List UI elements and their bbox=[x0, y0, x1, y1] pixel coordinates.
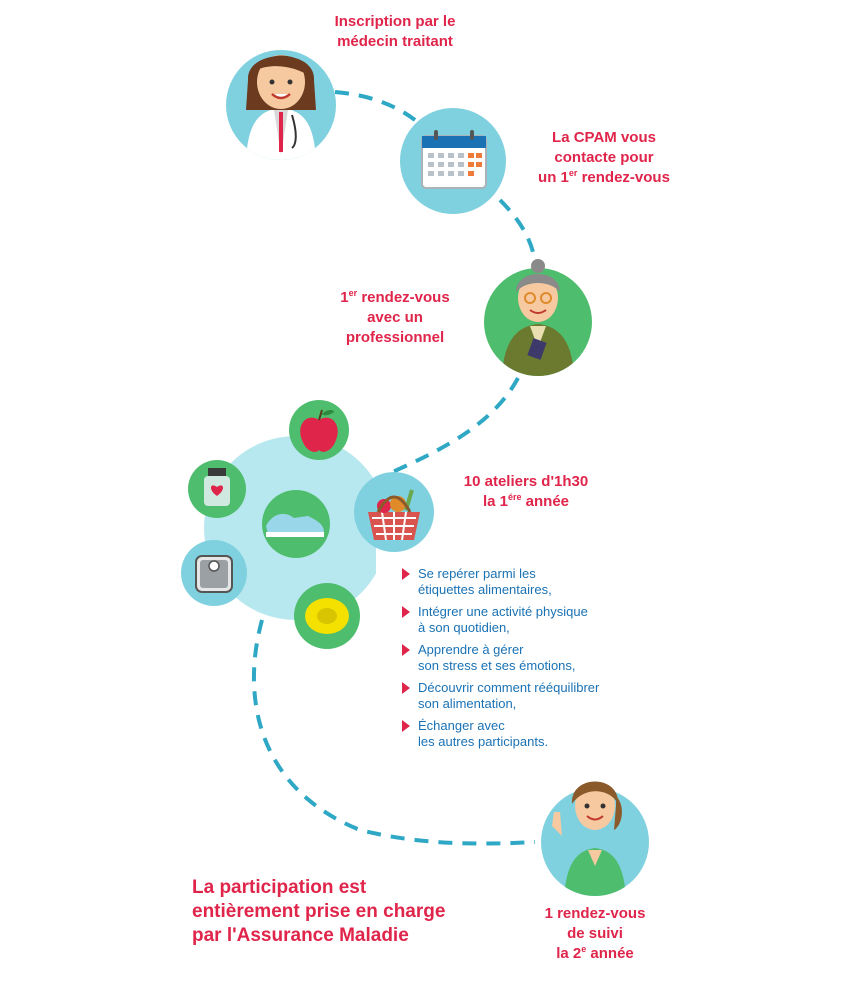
sneaker-icon bbox=[262, 490, 330, 558]
superscript-text: er bbox=[348, 288, 358, 298]
step-2-line-3: un 1er rendez-vous bbox=[538, 168, 670, 186]
doctor-icon bbox=[226, 40, 336, 160]
step-1-line-2: médecin traitant bbox=[337, 33, 453, 50]
coverage-note-line-2: entièrement prise en charge bbox=[192, 901, 446, 922]
basket-icon bbox=[354, 472, 434, 552]
step-2-line-1: La CPAM vous bbox=[552, 129, 656, 146]
step-4-caption bbox=[446, 472, 606, 512]
step-4-line-2: la $1^{ére}$ année bbox=[482, 492, 570, 510]
calendar-icon bbox=[400, 108, 506, 214]
list-item-text: Apprendre à gérer bbox=[418, 642, 524, 657]
list-item-text: Découvrir comment rééquilibrer bbox=[418, 680, 600, 695]
list-item bbox=[400, 642, 599, 673]
bullet-arrow-icon bbox=[402, 568, 410, 580]
step-5-line-3: la 2e année bbox=[556, 944, 634, 962]
workshop-cluster bbox=[176, 398, 376, 654]
step-3-caption bbox=[320, 288, 470, 348]
step-3-line-1: 1er rendez-vous bbox=[340, 288, 450, 306]
workshop-topics-list bbox=[400, 566, 599, 756]
bullet-arrow-icon bbox=[402, 644, 410, 656]
step-3-line-2: avec un bbox=[367, 309, 423, 326]
list-item-text: étiquettes alimentaires, bbox=[418, 581, 552, 597]
coverage-note-line-1: La participation est bbox=[192, 877, 367, 898]
list-item bbox=[400, 604, 599, 635]
superscript-text: e bbox=[581, 944, 587, 954]
bullet-arrow-icon bbox=[402, 606, 410, 618]
list-item-text: Intégrer une activité physique bbox=[418, 604, 588, 619]
list-item-text: Se repérer parmi les bbox=[418, 566, 536, 581]
list-item bbox=[400, 718, 599, 749]
list-item bbox=[400, 680, 599, 711]
list-item-text: à son quotidien, bbox=[418, 619, 510, 635]
list-item-text: son stress et ses émotions, bbox=[418, 657, 576, 673]
step-3-line-3: professionnel bbox=[345, 329, 445, 346]
professional-icon bbox=[484, 258, 592, 376]
step-5-line-1: 1 rendez-vous bbox=[544, 905, 646, 922]
bullet-arrow-icon bbox=[402, 682, 410, 694]
step-1-line-1: Inscription par le bbox=[334, 13, 456, 30]
superscript-text: er bbox=[568, 168, 578, 178]
list-item-text: son alimentation, bbox=[418, 695, 517, 711]
bullet-arrow-icon bbox=[402, 720, 410, 732]
path-segment-3 bbox=[375, 378, 518, 480]
superscript-text: ére bbox=[507, 492, 522, 502]
participant-icon bbox=[540, 766, 650, 898]
apple-icon bbox=[289, 400, 349, 460]
list-item-text: Échanger avec bbox=[418, 718, 505, 733]
scale-icon bbox=[181, 540, 247, 606]
list-item bbox=[400, 566, 599, 597]
step-4-line-1: 10 ateliers d'1h30 bbox=[463, 473, 589, 490]
step-2-caption bbox=[524, 128, 684, 188]
step-5-line-2: de suivi bbox=[567, 925, 623, 942]
coverage-note bbox=[192, 876, 445, 948]
step-1-caption bbox=[320, 12, 470, 52]
tape-measure-icon bbox=[294, 583, 360, 649]
step-5-caption bbox=[520, 904, 670, 964]
coverage-note-line-3: par l'Assurance Maladie bbox=[192, 925, 409, 946]
step-2-line-2: contacte pour bbox=[554, 149, 654, 166]
jar-icon bbox=[188, 460, 246, 518]
list-item-text: les autres participants. bbox=[418, 733, 549, 749]
